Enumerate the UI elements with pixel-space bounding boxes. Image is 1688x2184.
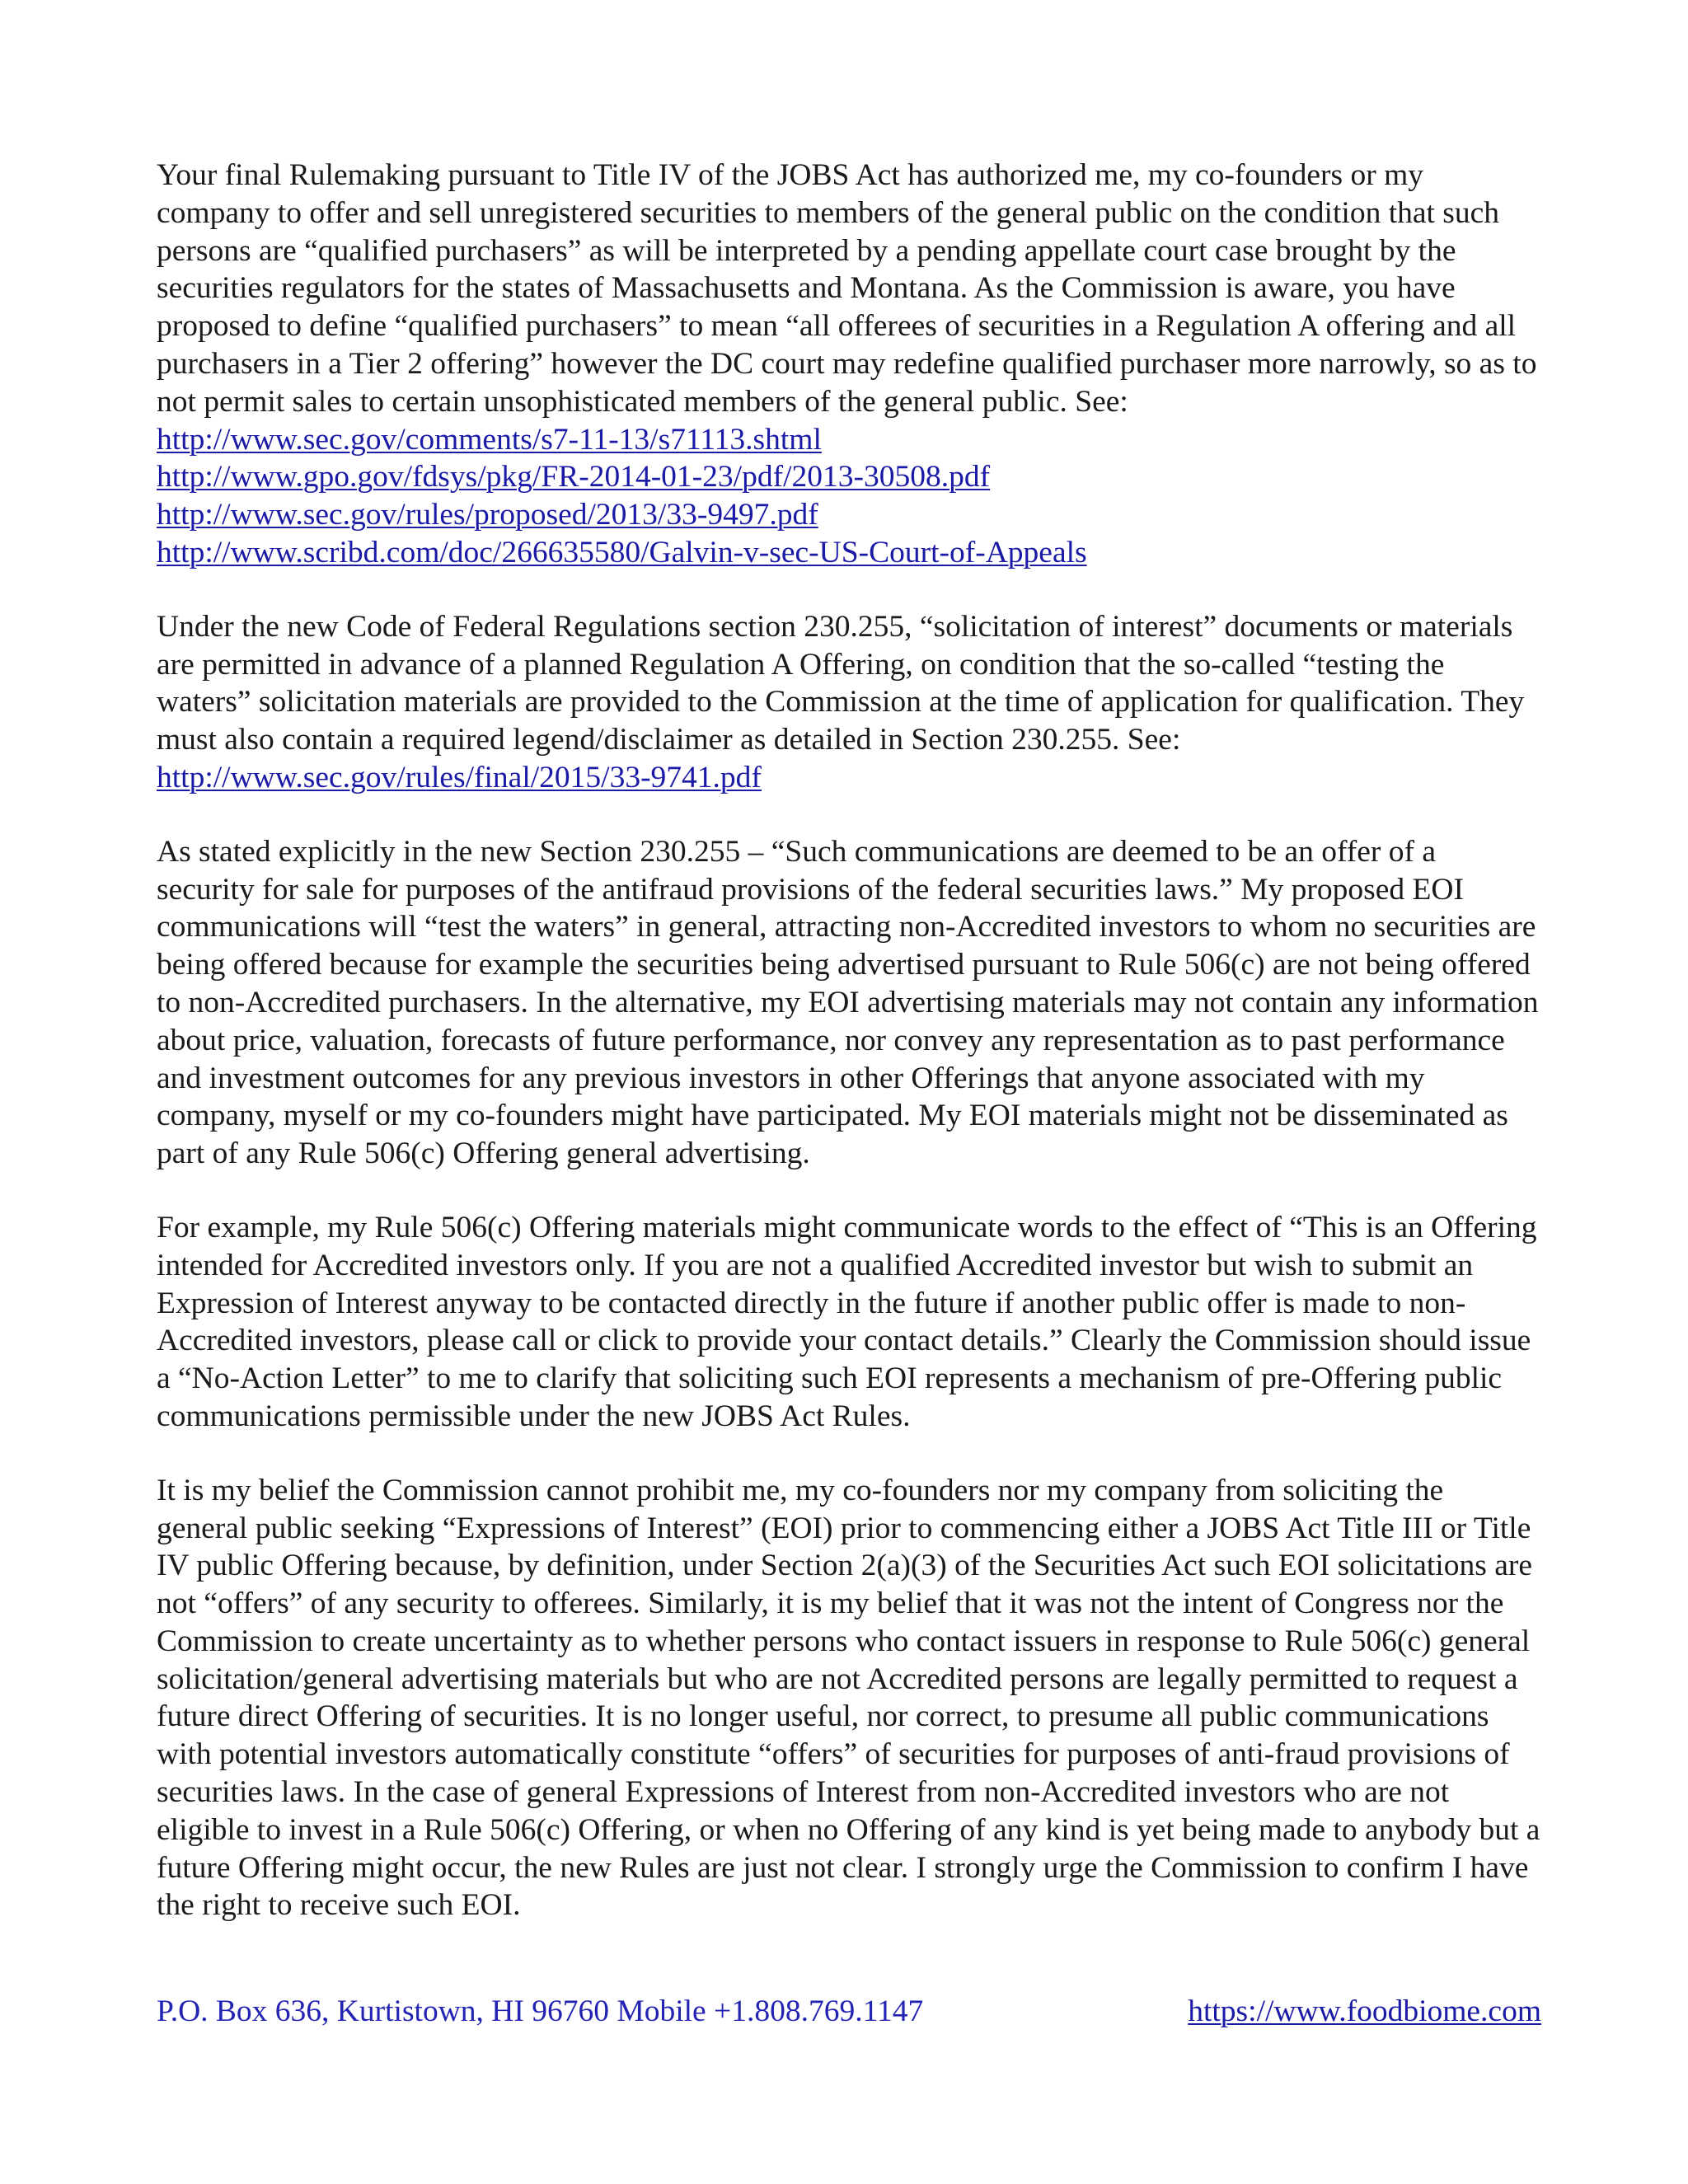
link-sec-final-rules[interactable]: http://www.sec.gov/rules/final/2015/33-9741.pdf <box>157 760 762 794</box>
paragraph-text: Your final Rulemaking pursuant to Title IV of the JOBS Act has authorized me, my co-founders or my company to offer and sell unregistered securities to members of the general public on the condition that such persons are “qualified purchasers” as will be interpreted by a pending appellate court case brought by the securities regulators for the states of Massachusetts and Montana. As the Commission is aware, you have proposed to define “qualified purchasers” to mean “all offerees of securities in a Regulation A offering and all purchasers in a Tier 2 offering” however the DC court may redefine qualified purchaser more narrowly, so as to not permit sales to certain unsophisticated members of the general public. See: <box>157 158 1537 419</box>
link-gpo-federal-register[interactable]: http://www.gpo.gov/fdsys/pkg/FR-2014-01-23/pdf/2013-30508.pdf <box>157 460 991 494</box>
link-sec-comments[interactable]: http://www.sec.gov/comments/s7-11-13/s71113.shtml <box>157 422 822 457</box>
paragraph-expressions-of-interest: It is my belief the Commission cannot prohibit me, my co-founders nor my company from soliciting the general public seeking “Expressions of Interest” (EOI) prior to commencing either a JOBS Act Title III or Title IV public Offering because, by definition, under Section 2(a)(3) of the Securities Act such EOI solicitations are not “offers” of any security to offerees. Similarly, it is my belief that it was not the intent of Congress nor the Commission to create uncertainty as to whether persons who contact issuers in response to Rule 506(c) general solicitation/general advertising materials but who are not Accredited persons are legally permitted to request a future direct Offering of securities. It is no longer useful, nor correct, to presume all public communications with potential investors automatically constitute “offers” of securities for purposes of anti-fraud provisions of securities laws. In the case of general Expressions of Interest from non-Accredited investors who are not eligible to invest in a Rule 506(c) Offering, or when no Offering of any kind is yet being made to anybody but a future Offering might occur, the new Rules are just not clear. I strongly urge the Commission to confirm I have the right to receive such EOI. <box>157 1473 1540 1923</box>
paragraph-qualified-purchasers <box>157 157 1541 572</box>
paragraph-rule-506c-example: For example, my Rule 506(c) Offering materials might communicate words to the effect of “This is an Offering intended for Accredited investors only. If you are not a qualified Accredited investor but wish to submit an Expression of Interest anyway to be contacted directly in the future if another public offer is made to non-Accredited investors, please call or click to provide your contact details.” Clearly the Commission should issue a “No-Action Letter” to me to clarify that soliciting such EOI represents a mechanism of pre-Offering public communications permissible under the new JOBS Act Rules. <box>157 1210 1537 1433</box>
paragraph-text: Under the new Code of Federal Regulations section 230.255, “solicitation of interest” documents or materials are permitted in advance of a planned Regulation A Offering, on condition that the so-called “testing the waters” solicitation materials are provided to the Commission at the time of application for qualification. They must also contain a required legend/disclaimer as detailed in Section 230.255. See: <box>157 609 1525 757</box>
link-sec-proposed-rules[interactable]: http://www.sec.gov/rules/proposed/2013/33-9497.pdf <box>157 498 818 532</box>
paragraph-solicitation-of-interest <box>157 608 1541 797</box>
link-scribd-galvin-v-sec[interactable]: http://www.scribd.com/doc/266635580/Galvin-v-sec-US-Court-of-Appeals <box>157 535 1087 569</box>
footer-address: P.O. Box 636, Kurtistown, HI 96760 Mobile +1.808.769.1147 <box>157 1994 924 2028</box>
footer-website-link[interactable]: https://www.foodbiome.com <box>1188 1994 1541 2028</box>
letter-body <box>157 157 1541 1961</box>
paragraph-section-230-255: As stated explicitly in the new Section 230.255 – “Such communications are deemed to be an offer of a security for sale for purposes of the antifraud provisions of the federal securities laws.” My proposed EOI communications will “test the waters” in general, attracting non-Accredited investors to whom no securities are being offered because for example the securities being advertised pursuant to Rule 506(c) are not being offered to non-Accredited purchasers. In the alternative, my EOI advertising materials may not contain any information about price, valuation, forecasts of future performance, nor convey any representation as to past performance and investment outcomes for any previous investors in other Offerings that anyone associated with my company, myself or my co-founders might have participated. My EOI materials might not be disseminated as part of any Rule 506(c) Offering general advertising. <box>157 834 1539 1171</box>
